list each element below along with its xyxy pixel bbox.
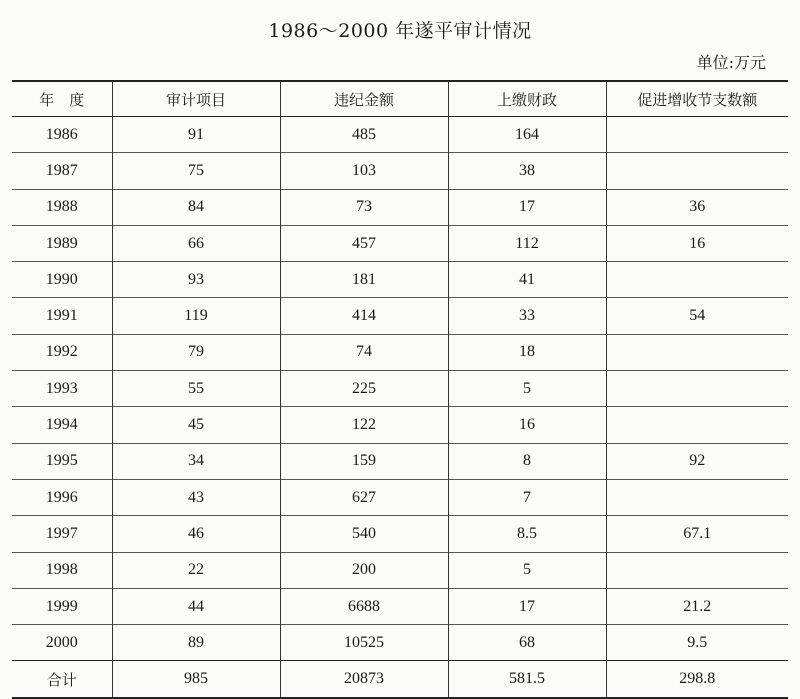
cell-revenue-saving: 92: [606, 443, 788, 479]
total-audit-projects: 985: [112, 661, 280, 698]
cell-remitted: 8.5: [448, 516, 606, 552]
cell-audit-projects: 34: [112, 443, 280, 479]
cell-revenue-saving: [606, 407, 788, 443]
cell-audit-projects: 44: [112, 588, 280, 624]
cell-year: 1991: [12, 298, 112, 334]
cell-audit-projects: 91: [112, 117, 280, 153]
cell-year: 2000: [12, 625, 112, 661]
total-label: 合计: [12, 661, 112, 698]
total-revenue-saving: 298.8: [606, 661, 788, 698]
cell-revenue-saving: 67.1: [606, 516, 788, 552]
header-violation-amount: 违纪金额: [280, 81, 448, 117]
cell-audit-projects: 66: [112, 225, 280, 261]
header-revenue-saving-amount: 促进增收节支数额: [606, 81, 788, 117]
cell-revenue-saving: [606, 552, 788, 588]
cell-year: 1992: [12, 334, 112, 370]
total-violation-amount: 20873: [280, 661, 448, 698]
table-row: [12, 189, 788, 225]
cell-revenue-saving: 9.5: [606, 625, 788, 661]
table-row: [12, 298, 788, 334]
total-row: [12, 661, 788, 698]
audit-table: [12, 80, 788, 699]
page-title: 1986～2000 年遂平审计情况: [268, 20, 532, 42]
table-row: [12, 225, 788, 261]
cell-remitted: 17: [448, 189, 606, 225]
cell-year: 1986: [12, 117, 112, 153]
table-row: [12, 479, 788, 515]
cell-year: 1997: [12, 516, 112, 552]
cell-audit-projects: 84: [112, 189, 280, 225]
cell-year: 1987: [12, 153, 112, 189]
table-row: [12, 153, 788, 189]
cell-revenue-saving: [606, 117, 788, 153]
cell-audit-projects: 119: [112, 298, 280, 334]
table-row: [12, 371, 788, 407]
cell-year: 1996: [12, 479, 112, 515]
table-row: [12, 334, 788, 370]
table-row: [12, 552, 788, 588]
cell-revenue-saving: [606, 262, 788, 298]
cell-revenue-saving: [606, 153, 788, 189]
cell-year: 1989: [12, 225, 112, 261]
cell-remitted: 16: [448, 407, 606, 443]
cell-audit-projects: 45: [112, 407, 280, 443]
cell-year: 1990: [12, 262, 112, 298]
cell-remitted: 17: [448, 588, 606, 624]
cell-violation-amount: 103: [280, 153, 448, 189]
cell-remitted: 18: [448, 334, 606, 370]
cell-year: 1998: [12, 552, 112, 588]
cell-audit-projects: 93: [112, 262, 280, 298]
unit-label: 单位:万元: [696, 53, 766, 72]
cell-violation-amount: 74: [280, 334, 448, 370]
cell-year: 1999: [12, 588, 112, 624]
cell-violation-amount: 457: [280, 225, 448, 261]
cell-remitted: 5: [448, 552, 606, 588]
cell-audit-projects: 22: [112, 552, 280, 588]
cell-remitted: 68: [448, 625, 606, 661]
cell-violation-amount: 540: [280, 516, 448, 552]
cell-violation-amount: 73: [280, 189, 448, 225]
table-row: [12, 625, 788, 661]
cell-violation-amount: 6688: [280, 588, 448, 624]
cell-year: 1993: [12, 371, 112, 407]
cell-audit-projects: 89: [112, 625, 280, 661]
cell-revenue-saving: [606, 479, 788, 515]
header-year: 年 度: [12, 81, 112, 117]
cell-revenue-saving: 36: [606, 189, 788, 225]
cell-remitted: 33: [448, 298, 606, 334]
header-audit-projects: 审计项目: [112, 81, 280, 117]
cell-remitted: 5: [448, 371, 606, 407]
cell-violation-amount: 485: [280, 117, 448, 153]
cell-revenue-saving: 21.2: [606, 588, 788, 624]
total-remitted: 581.5: [448, 661, 606, 698]
table-row: [12, 443, 788, 479]
cell-year: 1995: [12, 443, 112, 479]
cell-violation-amount: 159: [280, 443, 448, 479]
cell-audit-projects: 55: [112, 371, 280, 407]
cell-remitted: 112: [448, 225, 606, 261]
header-row: [12, 81, 788, 117]
cell-revenue-saving: [606, 371, 788, 407]
cell-remitted: 41: [448, 262, 606, 298]
cell-violation-amount: 200: [280, 552, 448, 588]
cell-violation-amount: 122: [280, 407, 448, 443]
cell-violation-amount: 627: [280, 479, 448, 515]
cell-violation-amount: 181: [280, 262, 448, 298]
cell-violation-amount: 414: [280, 298, 448, 334]
cell-violation-amount: 10525: [280, 625, 448, 661]
cell-remitted: 7: [448, 479, 606, 515]
table-row: [12, 117, 788, 153]
cell-revenue-saving: [606, 334, 788, 370]
cell-remitted: 8: [448, 443, 606, 479]
cell-revenue-saving: 16: [606, 225, 788, 261]
table-row: [12, 516, 788, 552]
table-row: [12, 262, 788, 298]
table-row: [12, 588, 788, 624]
cell-revenue-saving: 54: [606, 298, 788, 334]
cell-year: 1994: [12, 407, 112, 443]
cell-audit-projects: 46: [112, 516, 280, 552]
cell-remitted: 164: [448, 117, 606, 153]
cell-remitted: 38: [448, 153, 606, 189]
cell-audit-projects: 43: [112, 479, 280, 515]
table-row: [12, 407, 788, 443]
cell-year: 1988: [12, 189, 112, 225]
cell-audit-projects: 75: [112, 153, 280, 189]
header-remitted-to-finance: 上缴财政: [448, 81, 606, 117]
cell-audit-projects: 79: [112, 334, 280, 370]
cell-violation-amount: 225: [280, 371, 448, 407]
